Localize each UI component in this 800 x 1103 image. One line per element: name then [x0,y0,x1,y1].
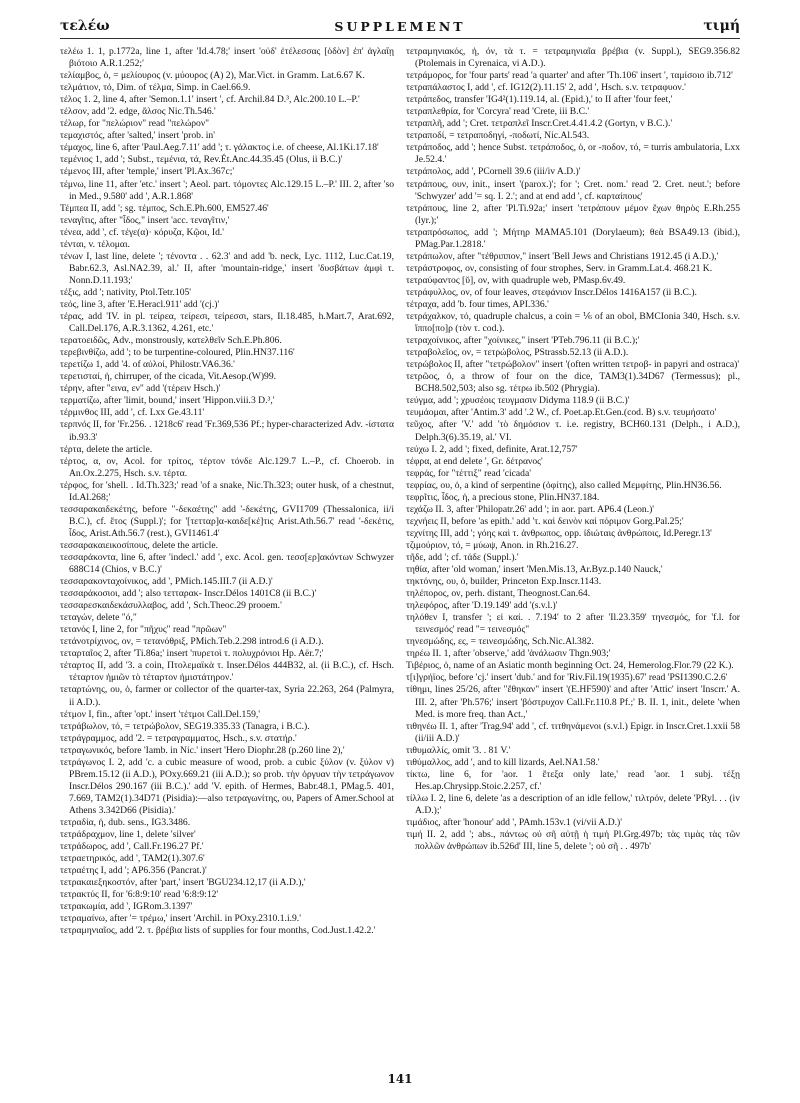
dictionary-entry: τεύχω I. 2, add '; fixed, definite, Arat.12,757' [406,443,578,455]
dictionary-entry: τιθηνέω II. 1, after 'Trag.94' add ', cf. τιτθηνάμενοι (s.v.l.) Epigr. in Inscr.Cret.1.xxii 58 (ii/iii A.D.)' [406,720,740,744]
dictionary-entry: τέλσον, add '2. edge, ἄλσος Nic.Th.546.' [60,106,216,118]
dictionary-entry: τέταρτος II, add '3. a coin, Πτολεμαϊκὰ τ. Inser.Délos 444B32, al. (ii B.C.), cf. Hsch. τέταρτον ἡμιῶν τὸ τέταρτον ἡμιστάτηρον.' [60,660,394,684]
dictionary-entry: τεφρῖτις, ἶδος, ἡ, a precious stone, Plin.HN37.184. [406,491,600,503]
dictionary-entry: τεμένιος 1, add '; Subst., τεμένια, τά, Rev.Ét.Anc.44.35.45 (Olus, ii B.C.)' [60,154,343,166]
dictionary-entry: τετράπολος, add ', PCornell 39.6 (iii/iv A.D.)' [406,166,581,178]
dictionary-entry: τέλος 1. 2, line 4, after 'Semon.1.1' insert ', cf. Archil.84 D.³, Alc.200.10 L.–P.' [60,94,360,106]
dictionary-entry: τετράβωλον, τό, = τετρώβολον, SEG19.335.33 (Tanagra, i B.C.). [60,720,310,732]
dictionary-entry: τετραπλεθρία, for 'Corcyra' read 'Crete, iii B.C.' [406,106,590,118]
dictionary-entry: τετράπους, line 2, after 'Pl.Ti.92a;' insert 'τετράπουν μέμον ἔχων θηρὸς E.Rh.255 (lyr.);' [406,202,740,226]
dictionary-entry: Τιβέριος, ὁ, name of an Asiatic month beginning Oct. 24, Hemerolog.Flor.79 (22 K.). [406,660,734,672]
left-headword: τελέω [60,18,110,34]
dictionary-entry: τετράποδος, add '; hence Subst. τετράποδος, ὁ, or -ποδον, τό, = turris ambulatoria, Lxx Je.52.4.' [406,142,740,166]
dictionary-entry: τετρακτύς II, for '6:8:9:10' read '6:8:9:12' [60,889,219,901]
dictionary-entry: τηλόθεν I, transfer '; εἰ καί. . 7.194' to 2 after 'Il.23.359' τηνεσμός, for 'f.l. for τεινεσμός' read "= τεινεσμός" [406,612,740,636]
dictionary-entry: τένται, v. τέλομαι. [60,238,130,250]
dictionary-entry: τερματίζω, after 'limit, bound,' insert 'Hippon.viii.3 D.³,' [60,395,275,407]
dictionary-entry: τευμάομαι, after 'Antim.3' add '.2 W., cf. Poet.ap.Et.Gen.(cod. B) s.v. τευμήσατο' [406,407,717,419]
dictionary-entry: τένων I, last line, delete '; τένοντα . . 62.3' and add 'b. neck, Lyc. 1112, Luc.Cat.19, Babr.62.3, Asl.NA2.39, al.' II, after 'mountain-ridge,' insert 'δυσβάτων ἀμφὶ τ. Nonn.D.11.193;' [60,250,394,286]
dictionary-entry: τέρας, add 'IV. in pl. τείρεα, τείρεσι, τείρεσσι, stars, Il.18.485, h.Mart.7, Arat.692, Call.Del.176, A.R.3.1362, 4.261, etc.' [60,311,394,335]
page-header [60,16,740,39]
dictionary-entry: τζιμούριον, τό, = μύωψ, Anon. in Rh.216.27. [406,539,579,551]
dictionary-entry: τεμαχιστός, after 'salted,' insert 'prob. in' [60,130,215,142]
dictionary-entry: τεῦχος, after 'V.' add 'τὸ δημόσιον τ. i.e. registry, BCH60.131 (Delph., i A.D.), Delph.3(6).35.19, al.' VI. [406,419,740,443]
dictionary-entry: τετραετηρικός, add ', TAM2(1).307.6' [60,853,205,865]
dictionary-entry: τετραπρόσωπος, add '; Μήτηρ MAMA5.101 (Dorylaeum); θεὰ BSA49.13 (ibid.), PMag.Par.1.2818.' [406,226,740,250]
dictionary-entry: τεφράς, for "τέττιξ" read 'cicada' [406,467,531,479]
dictionary-entry: τεταγών, delete "ό," [60,612,137,624]
dictionary-entry: τερετισταί, ἡ, chirruper, of the cicada, Vit.Aesop.(W)99. [60,371,277,383]
dictionary-entry: τηλέπορος, ον, perh. distant, Theognost.Can.64. [406,588,591,600]
dictionary-entry: τίκτω, line 6, for 'aor. 1 ἔτεξα only late,' read 'aor. 1 subj. τέξῃ Hes.ap.Chrysipp.Stoic.2.257, cf.' [406,768,740,792]
dictionary-entry: τεύγμα, add '; χρυσέοις τευγμασιν Didyma 118.9 (ii B.C.)' [406,395,630,407]
dictionary-entry: τετραμαίνω, after '= τρέμω,' insert 'Archil. in POxy.2310.1.i.9.' [60,913,301,925]
dictionary-entry: τετραπλῆ, add '; Cret. τετραπλεῖ Inscr.Cret.4.41.4.2 (Gortyn, v B.C.).' [406,118,673,130]
dictionary-entry: τετραμηνιακός, ἡ, όν, τὰ τ. = τετραμηνιαῖα βρέβια (v. Suppl.), SEG9.356.82 (Ptolemais in Cyrenaica, vi A.D.). [406,46,740,70]
dictionary-entry: τεσσαρακονταχοίνικος, add ', PMich.145.III.7 (ii A.D.)' [60,576,273,588]
dictionary-entry: τελέω 1. 1, p.1772a, line 1, after 'Id.4.78;' insert 'οὐδ' ἐτέλεσσας [ὁδὸν] ἐπ' ἀγλαΐῃ βιότοιο A.R.1.252;' [60,46,394,70]
dictionary-entry: τίθημι, lines 25/26, after "ἔθηκαν" insert '(E.HF590)' and after 'Attic' insert 'Inscrr.' A. III. 2, after 'Ph.576;' insert 'βόστρυχον Call.Fr.110.8 Pf.;' B. II. 1, init., delete 'when Med. is more freq. than Act.,' [406,684,740,720]
dictionary-entry: τηκτόνης, ου, ὁ, builder, Princeton Exp.Inscr.1143. [406,576,602,588]
dictionary-entry: τετραέτης I, add '; AP6.356 (Pancrat.)' [60,865,207,877]
dictionary-entry: τ[ι]γρήϊος, before 'cj.' insert 'dub.' and for 'Riv.Fil.19(1935).67' read 'PSI1390.C.2.6' [406,672,728,684]
dictionary-entry: τιμάδιος, after 'honour' add ', PAmh.153v.1 (vi/vii A.D.)' [406,817,622,828]
dictionary-entry: τετρακωμία, add ', IGRom.3.1397' [60,901,193,913]
dictionary-entry: τετραποδί, = τετραποδηγί, -ποδωτί, Nic.Al.543. [406,130,590,142]
dictionary-entry: τεχνίτης III, add '; γόης καὶ τ. ἀνθρωπος, opp. ἰδιώταις ἀνθρώποις, Id.Peregr.13' [406,527,712,539]
dictionary-entry: τετράπωλον, after "τέθριππον," insert 'Bell Jews and Christians 1912.45 (i A.D.),' [406,250,719,262]
dictionary-entry: τετράμορος, for 'four parts' read 'a quarter' and after 'Th.106' insert ', ταμίσοιο ib.712' [406,70,733,82]
dictionary-entry: τηνεσμώδης, ες, = τεινεσμώδης, Sch.Nic.Al.382. [406,636,594,648]
dictionary-entry: τέλωρ, for "πελώριον" read "πελώρον" [60,118,210,130]
dictionary-entry: τεχνήεις II, before 'as epith.' add 'τ. καὶ δεινὸν καὶ πόριμον Gorg.Pal.25;' [406,515,684,527]
dictionary-entry: τιθυμαλλίς, omit '3. . 81 V.' [406,744,511,756]
dictionary-entry: τεσσαράκοσιοι, add '; also τετταρακ- Inscr.Délos 1401C8 (ii B.C.)' [60,588,317,600]
left-column [60,46,394,1056]
dictionary-entry: τέρμινθος III, add ', cf. Lxx Ge.43.11' [60,407,205,419]
dictionary-entry: τετράγωνος I. 2, add 'c. a cubic measure of wood, prob. a cubic ξύλον (v. ξύλον v) PBrem.15.12 (ii A.D.), POxy.669.21 (iii A.D.); so prob. τὴν ὀργυαν τὴν τετράγωνον Inscr.Délos 290.167 (iii B.C.).' add 'V. epith. of Hermes, Babr.48.1, PMag.5. 401, 7.669, TAM2(1).34D71 (Pisidia):—also τετραγωνίτης, ου, Papers of Amer.School at Athens 3.342D66 (Pisidia).' [60,756,394,816]
dictionary-entry: τετραπάλαστος I, add ', cf. IG12(2).11.15' 2, add ', Hsch. s.v. τετραφυον.' [406,82,686,94]
page-number: 141 [387,1072,413,1086]
dictionary-entry: τεσσαρακαιδεκέτης, before "-δεκαέτης" add '-δεκέτης, GVI1709 (Thessalonica, ii/i B.C.), cf. ἔτος (Suppl.)'; for '[τετταρ]α-καιδε[κέ]τις Arist.Ath.56.7' read '-δεκέτις, ἶδος, Arist.Ath.56.7 (rest.), GVI1461.4' [60,503,394,539]
dictionary-entry: τεσσαράκοντα, line 6, after 'indecl.' add ', exc. Acol. gen. τεσσ[ερ]ακόντων Schwyzer 688C14 (Chios, v B.C.)' [60,551,394,576]
dictionary-entry: τετράπεδος, transfer 'IG4²(1).119.14, al. (Epid.),' to II after 'four feet,' [406,94,673,106]
dictionary-entry: τηλεφόρος, after 'D.19.149' add '(s.v.l.)' [406,600,558,612]
dictionary-entry: τετρακαιεξηκοστόν, after 'part,' insert 'BGU234.12,17 (ii A.D.),' [60,877,306,889]
dictionary-entry: τετράχαλκον, τό, quadruple chalcus, a coin = ⅙ of an obol, BMCIonia 340, Hsch. s.v. ἵππο[πο]ρ (τὸν τ. cod.). [406,311,740,335]
dictionary-entry: τερπνός II, for 'Fr.256. . 1218c6' read 'Fr.369,536 Pf.; hyper-characterized Adv. -ίστατα ib.93.3' [60,419,394,443]
dictionary-entry: τελμάτιον, τό, Dim. of τέλμα, Simp. in Cael.66.9. [60,82,251,94]
right-headword: τιμή [703,18,740,34]
dictionary-entry: τέρτος, α, ον, Acol. for τρίτος, τέρτον τόνδε Alc.129.7 L.–P., cf. Choerob. in An.Ox.2.275, Hsch. s.v. τέρτα. [60,455,394,479]
dictionary-entry: τετραβολεῖος, ον, = τετρώβολος, PStrassb.52.13 (ii A.D.). [406,347,629,359]
dictionary-entry: τετανός I, line 2, for "πῆχυς" read "πρῶων" [60,624,227,636]
dictionary-entry: τετραγωνικός, before 'Iamb. in Nic.' insert 'Hero Diophr.28 (p.260 line 2),' [60,744,345,756]
dictionary-entry: τερατοειδῶς, Adv., monstrously, κατελθεῖν Sch.E.Ph.806. [60,335,282,347]
dictionary-entry: τεσσαρακαιεικοσίπους, delete the article. [60,539,218,551]
dictionary-entry: τέμενος III, after 'temple,' insert 'Pl.Ax.367c;' [60,166,235,178]
dictionary-entry: τιμή II. 2, add '; abs., πάντως οὐ σῆ αὐτῇ ἡ τιμή Pl.Grg.497b; τὰς τιμὰς τὰς τῶν πολλῶν ἀνθρώπων ib.526d' III, line 5, delete '; οὐ σῆ . . 497b' [406,829,740,853]
dictionary-entry: τετράδραχμον, line 1, delete 'silver' [60,829,196,841]
dictionary-entry: τετραχοίνικος, after "χοίνικες," insert 'PTeb.796.11 (ii B.C.);' [406,335,640,347]
dictionary-entry: τετάνοτρίχινος, ον, = τετανόθριξ, PMich.Teb.2.298 introd.6 (i A.D.). [60,636,324,648]
dictionary-entry: τετραύφαντος [ῠ], ον, with quadruple web, PMasp.6v.49. [406,274,626,286]
right-column [406,46,740,1056]
dictionary-entry: τίλλω I. 2, line 6, delete 'as a description of an idle fellow,' τιλτρόν, delete 'PRyl. . . (iv A.D.);' [406,792,740,816]
dictionary-entry: τεχάζω II. 3, after 'Philopatr.26' add '; in aor. part. AP6.4 (Leon.)' [406,503,655,515]
dictionary-entry: τελίαμβος, ὁ, = μελίουρος (v. μύουρος (A) 2), Mar.Vict. in Gramm. Lat.6.67 K. [60,70,365,82]
dictionary-entry: τεσσαρεσκαιδεκάσυλλαβος, add ', Sch.Theoc.29 prooem.' [60,600,282,612]
dictionary-entry: τέμαχος, line 6, after 'Paul.Aeg.7.11' add '; τ. γάλακτος i.e. of cheese, Al.1Ki.17.18' [60,142,379,154]
dictionary-entry: τεός, line 3, after 'E.Heracl.911' add '(cj.)' [60,298,220,310]
dictionary-entry: τεταρταῖος 2, after 'Ti.86a;' insert 'πυρετοὶ τ. πολυχρόνιοι Hp. Aër.7;' [60,648,324,660]
dictionary-entry: τέτμον I, fin., after 'opt.' insert 'τέτμοι Call.Del.159,' [60,708,260,720]
dictionary-entry: τέρτα, delete the article. [60,443,153,455]
dictionary-entry: τετράπους, ουν, init., insert '(parox.)'; for '; Cret. nom.' read '2. Cret. neut.'; before 'Schwyzer' add '= sq. I. 2.'; and at end add ', cf. καρταίπους' [406,178,740,202]
dictionary-entry: τερετίζω 1, add '4. of αὐλοί, Philostr.VA6.36.' [60,359,235,371]
dictionary-entry: τετράφυλλος, ον, of four leaves, στεφάνιον Inscr.Délos 1416A157 (ii B.C.). [406,286,697,298]
dictionary-entry: τηρέω II. 1, after 'observe,' add 'ἀνάλωσιν Thgn.903;' [406,648,611,660]
dictionary-entry: τετράγραμμος, add '2. = τετραγραμματος, Hsch., s.v. στατήρ.' [60,732,297,744]
dictionary-entry: τῆδε, add '; cf. τάδε (Suppl.).' [406,551,519,563]
dictionary-entry: τέφρα, at end delete ', Gr. δέτρανος' [406,455,543,467]
dictionary-entry: τετραδία, ἡ, dub. sens., IG3.3486. [60,817,191,828]
dictionary-entry: τέρην, after "εινα, εν" add '(τέρειν Hsch.)' [60,383,221,395]
dictionary-entry: τετρώβολος II, after "τετρώβολον" insert '(often written τετροβ- in papyri and ostraca)' [406,359,740,371]
dictionary-entry: τέμνω, line 11, after 'etc.' insert '; Aeol. part. τόμοντες Alc.129.15 L.–P.' III. 2, after 'so in Med., 9.580' add ', A.R.1.868' [60,178,394,202]
dictionary-entry: τετραμηνιαῖος, add '2. τ. βρέβια lists of supplies for four months, Cod.Just.1.42.2.' [60,925,376,937]
dictionary-entry: τερεβινθίζω, add '; to be turpentine-coloured, Plin.HN37.116' [60,347,295,359]
dictionary-entry: τιθύμαλλος, add ', and to kill lizards, Ael.NA1.58.' [406,756,600,768]
dictionary-entry: τετρῶος, ὁ, a throw of four on the dice, TAM3(1).34D67 (Termessus); pl., BCH8.502,503; also sg. τέτρω ib.502 (Phrygia). [406,371,740,395]
dictionary-entry: Τέμπεα II, add '; sg. τέμπος, Sch.E.Ph.600, EM527.46' [60,202,269,214]
running-title: SUPPLEMENT [334,19,466,34]
dictionary-entry: τένεα, add ', cf. τέγε(α)· κόρυζα, Κῷοι, Id.' [60,226,225,238]
dictionary-entry: τετράδωρος, add ', Call.Fr.196.27 Pf.' [60,841,204,853]
dictionary-entry: τεφρίας, ου, ὁ, a kind of serpentine (ὀφίτης), also called Μεμφίτης, Plin.HN36.56. [406,479,722,491]
dictionary-entry: τέρφος, for 'shell. . Id.Th.323;' read 'of a snake, Nic.Th.323; outer husk, of a chestnut, Id.Al.268;' [60,479,394,503]
dictionary-entry: τετράστροφος, ον, consisting of four strophes, Serv. in Gramm.Lat.4. 468.21 K. [406,262,713,274]
dictionary-entry: τέξις, add '; nativity, Ptol.Tetr.105' [60,286,192,298]
dictionary-entry: τεταρτώνης, ου, ὁ, farmer or collector of the quarter-tax, Syria 22.263, 264 (Palmyra, ii A.D.). [60,684,394,708]
dictionary-entry: τέτραχα, add 'b. four times, API.336.' [406,298,549,310]
dictionary-entry: τηθία, after 'old woman,' insert 'Men.Mis.13, Ar.Byz.p.140 Nauck,' [406,564,663,576]
dictionary-entry: τεναγῖτις, after "ἶδος," insert 'acc. τεναγῖτιν,' [60,214,230,226]
